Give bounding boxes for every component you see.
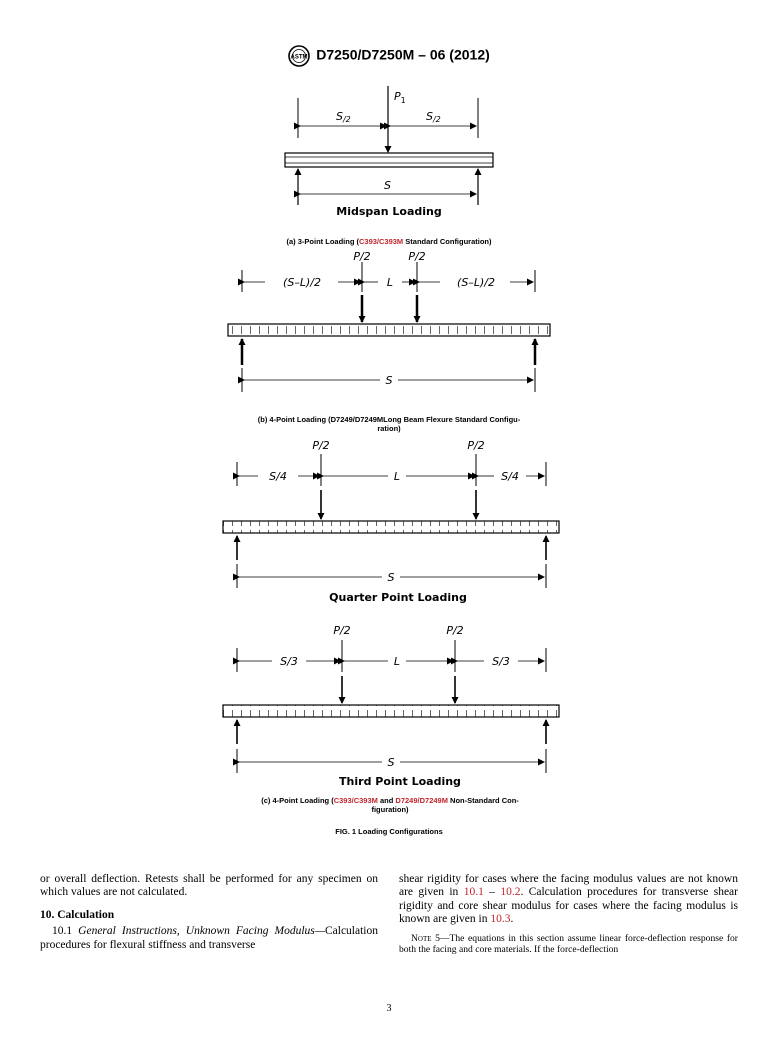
svg-text:(S–L)/2: (S–L)/2 [457, 276, 495, 289]
figure-c-quarter-point [223, 439, 559, 604]
svg-text:(S–L)/2: (S–L)/2 [283, 276, 321, 289]
third-point-title: Third Point Loading [339, 775, 461, 788]
left-column [40, 873, 378, 952]
designation: D7250/D7250M – 06 (2012) [316, 46, 490, 63]
svg-text:S: S [387, 571, 395, 584]
paragraph-10-1-cont: shear rigidity for cases where the facing modulus values are not known are given in 10.1 – 10.2. Calculation procedures for transverse shear rigidity and core shear modulus for cases where the facing modulus is known are given in 10.3. [399, 873, 738, 926]
beam-b [228, 324, 550, 336]
ref-10-3-link[interactable]: 10.3 [490, 913, 511, 926]
svg-text:S/4: S/4 [269, 470, 287, 483]
quarter-point-title: Quarter Point Loading [329, 591, 467, 604]
caption-a: (a) 3-Point Loading (C393/C393M Standard Configuration) [286, 237, 492, 246]
beam-a [285, 153, 493, 167]
note-5: Note 5—The equations in this section assume linear force-deflection response for both the facing and core materials. If the force-deflection [399, 932, 739, 955]
svg-text:S/3: S/3 [492, 655, 510, 668]
svg-text:S/4: S/4 [501, 470, 519, 483]
svg-text:L: L [393, 655, 401, 668]
svg-text:P/2: P/2 [467, 439, 485, 452]
figure-c-third-point [223, 624, 559, 814]
midspan-title: Midspan Loading [336, 205, 442, 218]
right-column [399, 873, 738, 955]
section-heading: 10. Calculation [40, 908, 115, 921]
caption-c-line1: (c) 4-Point Loading (C393/C393M and D7249/D7249M Non-Standard Con- [261, 796, 519, 805]
caption-b-line2: ration) [377, 424, 401, 433]
svg-text:S/3: S/3 [280, 655, 298, 668]
continuation-paragraph: or overall deflection. Retests shall be performed for any specimen on which values are not calculated. [40, 873, 378, 899]
load-label-p1: $P_1$ [394, 90, 406, 105]
svg-text:L: L [393, 470, 401, 483]
caption-b-line1: (b) 4-Point Loading (D7249/D7249MLong Beam Flexure Standard Configu- [257, 415, 521, 424]
svg-text:ASTM: ASTM [290, 54, 308, 61]
span-label-a: S [384, 179, 391, 192]
svg-text:P/2: P/2 [312, 439, 330, 452]
half-span-left: S/2 [336, 110, 351, 124]
ref-10-1-link[interactable]: 10.1 [463, 886, 484, 899]
svg-text:P/2: P/2 [353, 250, 371, 263]
figure-caption: FIG. 1 Loading Configurations [335, 827, 443, 836]
svg-text:P/2: P/2 [446, 624, 464, 637]
beam-c1 [223, 521, 559, 533]
svg-text:P/2: P/2 [333, 624, 351, 637]
figure-b-long-beam [228, 250, 550, 433]
svg-text:L: L [386, 276, 394, 289]
beam-c2 [223, 705, 559, 717]
caption-c-line2: figuration) [371, 805, 409, 814]
svg-text:P/2: P/2 [408, 250, 426, 263]
ref-10-2-link[interactable]: 10.2 [500, 886, 521, 899]
paragraph-10-1: 10.1 General Instructions, Unknown Facing Modulus—Calculation procedures for flexural stiffness and transverse [40, 925, 378, 951]
half-span-right: S/2 [426, 110, 441, 124]
svg-text:S: S [387, 756, 395, 769]
figure-a-midspan [285, 86, 493, 246]
svg-text:S: S [385, 374, 393, 387]
page-number: 3 [386, 1003, 392, 1014]
